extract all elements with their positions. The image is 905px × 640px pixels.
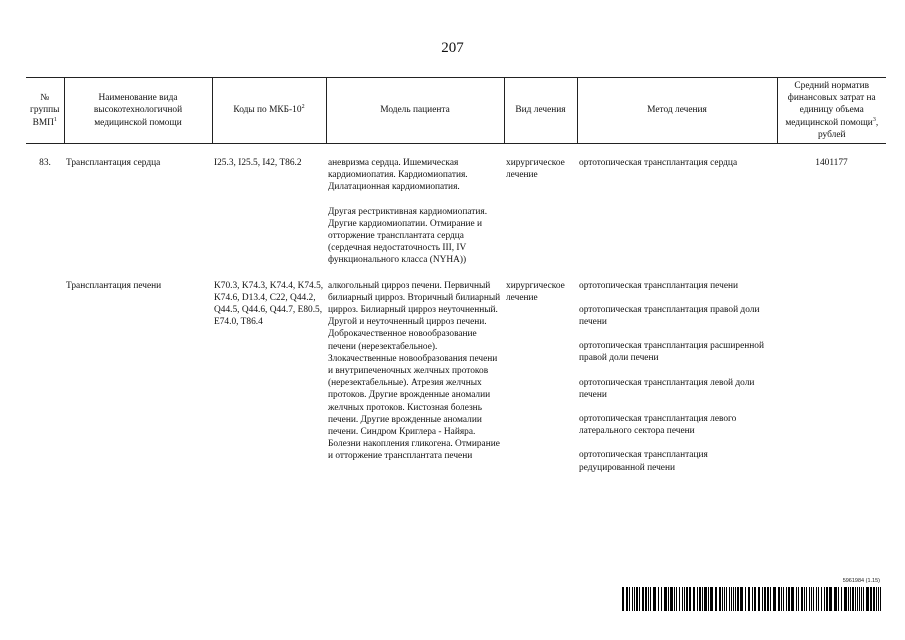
average-cost: 1401177 — [815, 158, 848, 168]
icd-codes: I25.3, I25.5, I42, T86.2 — [214, 158, 302, 168]
method-item: ортотопическая трансплантация правой доли печени — [579, 304, 760, 328]
patient-model-paragraph: Другая рестриктивная кардиомиопатия. Другие кардиомиопатии. Отмирание и отторжение трансплантата сердца (сердечная недостаточность III, IV функционального класса (NYHA)) — [328, 206, 488, 266]
header-patient-model: Модель пациента — [326, 78, 504, 144]
barcode-id: 5961984 (1.15) — [842, 578, 880, 584]
barcode — [622, 578, 886, 614]
treatment-type: хирургическое лечение — [506, 280, 565, 303]
table-row — [26, 157, 886, 267]
header-icd-codes: Коды по МКБ-$10^2$ — [212, 78, 326, 144]
method-item: ортотопическая трансплантация расширенной правой доли печени — [579, 341, 764, 364]
patient-model — [326, 157, 504, 267]
header-treatment-method: Метод лечения — [577, 78, 777, 144]
treatment-method — [577, 280, 777, 474]
method-item: ортотопическая трансплантация сердца — [579, 158, 738, 168]
care-type-name: Трансплантация сердца — [66, 158, 161, 168]
header-treatment-type: Вид лечения — [504, 78, 577, 144]
method-item: ортотопическая трансплантация левой доли печени — [579, 377, 755, 400]
care-type-name: Трансплантация печени — [66, 280, 162, 291]
vmp-table — [26, 77, 886, 474]
header-care-type: Наименование вида высокотехнологичной медицинской помощи — [64, 78, 212, 144]
method-item: ортотопическая трансплантация левого латерального сектора печени — [579, 414, 737, 437]
header-average-cost: Средний норматив финансовых затрат на единицу объема медицинской помощи$^3$, рублей — [777, 78, 886, 144]
method-item: ортотопическая трансплантация печени — [579, 280, 739, 291]
icd-codes: K70.3, K74.3, K74.4, K74.5, K74.6, D13.4, C22, Q44.2, Q44.5, Q44.6, Q44.7, E80.5, E74.0, T86.4 — [214, 280, 324, 328]
patient-model-paragraph: аневризма сердца. Ишемическая кардиомиопатия. Кардиомиопатия. Дилатационная кардиомиопатия. — [328, 158, 468, 193]
header-group-number: № группы ВМП$^1$ — [26, 78, 64, 144]
header-row — [26, 78, 886, 144]
group-number: 83. — [39, 158, 51, 168]
treatment-method — [577, 157, 777, 267]
group-number — [26, 280, 64, 474]
average-cost — [777, 280, 886, 474]
method-item: ортотопическая трансплантация редуцированной печени — [579, 450, 708, 473]
table-row — [26, 280, 886, 474]
treatment-type: хирургическое лечение — [506, 158, 565, 181]
patient-model-paragraph: алкогольный цирроз печени. Первичный билиарный цирроз. Вторичный билиарный цирроз. Билиарный цирроз неуточненный. Другой и неуточненный цирроз печени. Доброкачественное новообразование печени (нерезектабельное). Злокачественные новообразования печени и внутрипеченочных желчных протоков (нерезектабельные). Атрезия желчных протоков. Другие врожденные аномалии желчных протоков. Кистозная болезнь печени. Другие врожденные аномалии печени. Синдром Криглера - Найяра. Болезни накопления гликогена. Отмирание и отторжение трансплантата печени — [328, 280, 501, 462]
page-number: 207 — [441, 40, 464, 56]
patient-model — [326, 280, 504, 474]
barcode-bars — [622, 587, 884, 611]
